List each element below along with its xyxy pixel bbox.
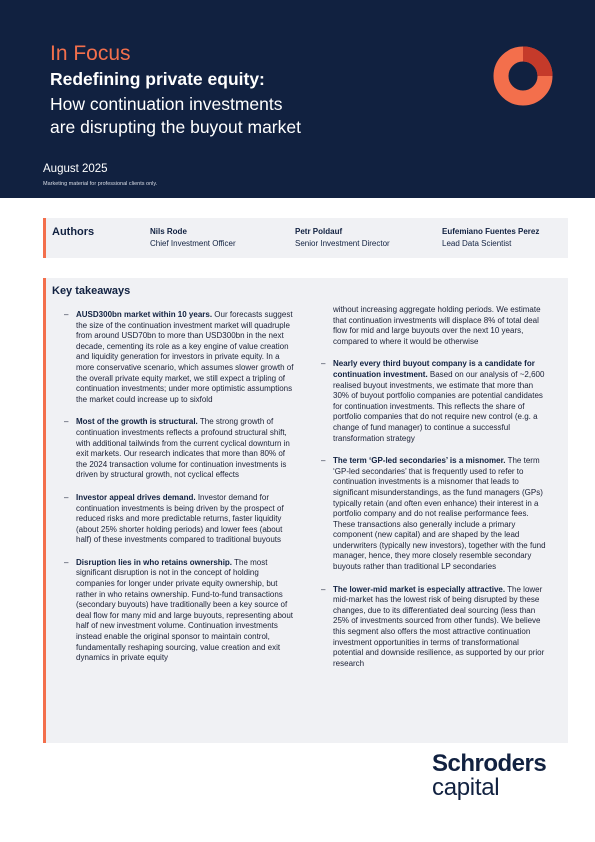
key-takeaways-panel (43, 278, 568, 743)
author-role: Chief Investment Officer (150, 239, 236, 248)
dash-bullet-icon: – (321, 584, 326, 594)
takeaway-text: The lower mid-market has the lowest risk of being disrupted by these changes, due to its differentiated deal sourcing (less than 25% of investments sourced from other funds). We believe this segment also offers the most attractive continuation investment opportunities in terms of transformational potential and downside resilience, as supported by our prior research (333, 584, 545, 668)
dash-bullet-icon: – (64, 557, 69, 567)
author-name: Eufemiano Fuentes Perez (442, 227, 540, 236)
takeaway-lead: Nearly every third buyout company is a candidate for continuation investment. (333, 359, 535, 379)
key-takeaways-heading: Key takeaways (52, 285, 131, 297)
schroders-capital-logo (432, 750, 546, 802)
takeaway-item (64, 310, 294, 405)
takeaway-text: The term ‘GP-led secondaries’ that is frequently used to refer to continuation investments is a misnomer that leads to significant misunderstandings, as the fund managers (GPs) typically retain (and often even enhance) their interest in a portfolio company and do not realise performance fees. These transactions also generally include a primary component (new capital) and are shaped by the lead underwriters (typically new investors), together with the fund manager, hence, they more closely resemble secondary buyouts rather than traditional LP secondaries (333, 456, 546, 572)
takeaway-item (321, 359, 551, 444)
authors-heading: Authors (52, 226, 95, 238)
brand-name: Schroders (432, 750, 547, 777)
author-nils-rode (150, 227, 236, 248)
marketing-disclaimer: Marketing material for professional clients only. (43, 181, 158, 187)
takeaway-text: The strong growth of continuation investments reflects a profound structural shift, with additional tailwinds from the current cyclical downturn in exit markets. Our research indicates that more than 80% of the 2024 transaction volume for continuation investments is driven by structural growth, not cyclical effects (76, 417, 290, 480)
cover-header (0, 0, 595, 198)
dash-bullet-icon: – (64, 310, 69, 319)
takeaway-lead: The lower-mid market is especially attractive. (333, 584, 506, 594)
takeaway-text: The most significant disruption is not in the concept of holding companies for longer under private equity ownership, but rather in who retains ownership. Fund-to-fund transactions (secondary buyouts) have traditionally been a key source of deal flow for many mid and large buyouts, representing about half of new investment volume. Continuation investments instead enable the original sponsor to maintain control, fundamentally reshaping sourcing, value creation and exit dynamics in private equity (76, 557, 294, 663)
takeaway-lead: Disruption lies in who retains ownership. (76, 557, 233, 567)
brand-subname: capital (432, 774, 500, 801)
takeaway-continuation-text: without increasing aggregate holding periods. We estimate that continuation investments will displace 8% of total deal flow for mid and large buyouts over the next 10 years, compared to where it would be otherwise (333, 305, 541, 346)
takeaways-column-left (64, 310, 294, 676)
dash-bullet-icon: – (321, 456, 326, 466)
takeaway-text: Based on our analysis of ~2,600 realised buyout investments, we estimate that more than 30% of buyout portfolio companies are potential candidates for continuation investments. This reflects the share of portfolio companies that do not require new control (e.g. a change of fund manager) to continue a successful transformation strategy (333, 369, 545, 443)
dash-bullet-icon: – (321, 359, 326, 369)
takeaway-text: Our forecasts suggest the size of the continuation investment market will quadruple from around USD70bn to more than USD300bn in the next decade, cementing its role as a key engine of value creation and liquidity generation for investors in private equity. In a more conservative scenario, which assumes slower growth of the overall private equity market, we still expect a tripling of continuation investments; under more optimistic assumptions the market could increase up to sixfold (76, 310, 294, 404)
takeaways-column-right (321, 305, 551, 681)
takeaway-lead: The term ‘GP-led secondaries’ is a misnomer. (333, 456, 506, 466)
takeaway-lead: Most of the growth is structural. (76, 417, 198, 427)
ring-icon (492, 45, 554, 107)
dash-bullet-icon: – (64, 492, 69, 502)
author-petr-poldauf (295, 227, 390, 248)
takeaway-item (64, 417, 294, 481)
takeaway-lead: Investor appeal drives demand. (76, 492, 196, 502)
author-role: Senior Investment Director (295, 239, 390, 248)
dash-bullet-icon: – (64, 417, 69, 427)
document-subtitle-line-1: How continuation investments (50, 94, 283, 114)
authors-panel (43, 218, 568, 258)
document-subtitle-line-2: are disrupting the buyout market (50, 117, 301, 137)
author-eufemiano-fuentes-perez (442, 227, 539, 248)
takeaway-item (64, 558, 294, 664)
author-role: Lead Data Scientist (442, 239, 512, 248)
takeaway-item (321, 585, 551, 670)
takeaway-item (321, 456, 551, 573)
series-title: In Focus (50, 42, 131, 65)
document-title: Redefining private equity: (50, 69, 265, 89)
takeaway-text: Investor demand for continuation investments is being driven by the prospect of reduced risks and more predictable returns, faster liquidity (about 25% shorter holding periods) and lower fees (about half) of these investments compared to traditional buyouts (76, 492, 284, 545)
takeaway-lead: AUSD300bn market within 10 years. (76, 310, 213, 319)
takeaway-item (64, 493, 294, 546)
author-name: Petr Poldauf (295, 227, 343, 236)
publication-date: August 2025 (43, 163, 108, 175)
author-name: Nils Rode (150, 227, 187, 236)
